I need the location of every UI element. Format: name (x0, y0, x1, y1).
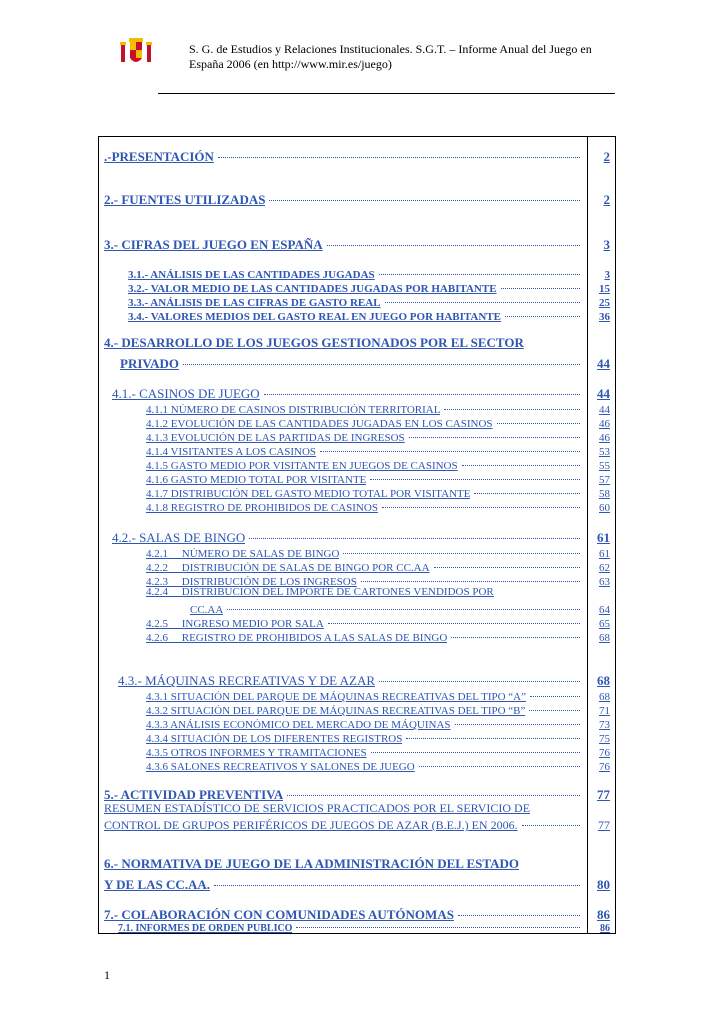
toc-entry-page: 68 (599, 632, 610, 645)
toc-entry-text: 3.4.- VALORES MEDIOS DEL GASTO REAL EN JUEGO POR HABITANTE (128, 311, 501, 324)
toc-entry-text: 4.3.6 SALONES RECREATIVOS Y SALONES DE JUEGO (146, 761, 415, 774)
toc-entry-text: PRIVADO (120, 356, 179, 372)
toc-entry-page: 58 (599, 488, 610, 501)
toc-entry-page: 62 (599, 562, 610, 575)
spain-coat-of-arms-icon (118, 36, 154, 68)
toc-entry-text: 4.2.6 REGISTRO DE PROHIBIDOS A LAS SALAS DE BINGO (146, 632, 448, 645)
toc-entry-page: 75 (599, 733, 610, 746)
toc-entry-page: 57 (599, 474, 610, 487)
toc-entry-page: 68 (597, 673, 610, 689)
toc-entry-text: 7.- COLABORACIÓN CON COMUNIDADES AUTÓNOMAS (104, 907, 454, 923)
toc-entry-cifras[interactable] (104, 234, 610, 253)
toc-entry-4-1-8[interactable] (146, 498, 610, 514)
toc-entry-page: 25 (599, 297, 610, 310)
toc-entry-desarrollo-cont[interactable] (120, 353, 610, 372)
toc-entry-text: 4.1.5 GASTO MEDIO POR VISITANTE EN JUEGOS DE CASINOS (146, 460, 458, 473)
toc-entry-desarrollo[interactable] (104, 335, 610, 351)
toc-entry-text: 4.2.4 DISTRIBUCIÓN DEL IMPORTE DE CARTONES VENDIDOS POR (146, 586, 494, 598)
toc-entry-7-1[interactable] (118, 919, 610, 934)
toc-entry-page: 86 (600, 923, 610, 934)
toc-entry-page: 77 (597, 787, 610, 803)
toc-entry-page: 3 (604, 269, 610, 282)
toc-entry-text: 6.- NORMATIVA DE JUEGO DE LA ADMINISTRACIÓN DEL ESTADO (104, 856, 519, 871)
toc-entry-page: 60 (599, 502, 610, 515)
header-line-2: España 2006 (en http://www.mir.es/juego) (189, 57, 392, 71)
toc-entry-text: 4.2.5 INGRESO MEDIO POR SALA (146, 618, 324, 631)
toc-entry-page: 44 (599, 404, 610, 417)
toc-entry-page: 46 (599, 418, 610, 431)
toc-entry-text: 3.1.- ANÁLISIS DE LAS CANTIDADES JUGADAS (128, 269, 375, 282)
toc-entry-text: 4.2.- SALAS DE BINGO (112, 530, 246, 546)
toc-entry-4-3-6[interactable] (146, 757, 610, 773)
toc-entry-text: CC.AA (190, 604, 224, 617)
toc-entry-text: 7.1. INFORMES DE ORDEN PÚBLICO (118, 923, 293, 934)
toc-entry-text: 3.2.- VALOR MEDIO DE LAS CANTIDADES JUGADAS POR HABITANTE (128, 283, 497, 296)
toc-entry-page: 44 (597, 356, 610, 372)
toc-entry-text: 4.2.2 DISTRIBUCIÓN DE SALAS DE BINGO POR CC.AA (146, 562, 430, 575)
toc-entry-text: 4.1.6 GASTO MEDIO TOTAL POR VISITANTE (146, 474, 367, 487)
toc-entry-page: 3 (603, 237, 610, 253)
toc-entry-text: Y DE LAS CC.AA. (104, 877, 211, 893)
toc-entry-page: 44 (597, 386, 610, 402)
toc-entry-page: 36 (599, 311, 610, 324)
toc-entry-page: 86 (597, 907, 610, 923)
toc-entry-4-2-6[interactable] (146, 628, 610, 644)
toc-entry-fuentes[interactable] (104, 189, 610, 208)
toc-entry-page: 61 (597, 530, 610, 546)
toc-entry-text: 4.3.3 ANÁLISIS ECONÓMICO DEL MERCADO DE MÁQUINAS (146, 719, 451, 732)
toc-entry-text: 4.3.5 OTROS INFORMES Y TRAMITACIONES (146, 747, 367, 760)
toc-entry-text: 4.1.3 EVOLUCIÓN DE LAS PARTIDAS DE INGRESOS (146, 432, 405, 445)
toc-entry-text: RESUMEN ESTADÍSTICO DE SERVICIOS PRACTICADOS POR EL SERVICIO DE (104, 801, 531, 815)
toc-entry-text: 4.3.1 SITUACIÓN DEL PARQUE DE MÁQUINAS RECREATIVAS DEL TIPO “A” (146, 691, 527, 704)
toc-entry-text: 4.2.3 DISTRIBUCIÓN DE LOS INGRESOS (146, 576, 357, 589)
toc-entry-page: 46 (599, 432, 610, 445)
toc-entry-page: 61 (599, 548, 610, 561)
toc-entry-text: 4.3.2 SITUACIÓN DEL PARQUE DE MÁQUINAS RECREATIVAS DEL TIPO “B” (146, 705, 526, 718)
toc-entry-page: 77 (598, 818, 610, 833)
toc-entry-page: 55 (599, 460, 610, 473)
toc-entry-page: 53 (599, 446, 610, 459)
toc-entry-text: 4.3.4 SITUACIÓN DE LOS DIFERENTES REGISTROS (146, 733, 403, 746)
toc-entry-page: 15 (599, 283, 610, 296)
toc-entry-text: 4.1.1 NÚMERO DE CASINOS DISTRIBUCIÓN TERRITORIAL (146, 404, 441, 417)
toc-entry-page: 76 (599, 761, 610, 774)
header-line-1: S. G. de Estudios y Relaciones Institucionales. S.G.T. – Informe Anual del Juego en (189, 42, 592, 56)
toc-entry-page: 73 (599, 719, 610, 732)
toc-entry-text: 4.- DESARROLLO DE LOS JUEGOS GESTIONADOS POR EL SECTOR (104, 335, 524, 350)
toc-entry-text: 4.1.8 REGISTRO DE PROHIBIDOS DE CASINOS (146, 502, 378, 515)
toc-entry-normativa-cont[interactable] (104, 874, 610, 893)
toc-entry-page: 68 (599, 691, 610, 704)
toc-entry-3-4[interactable] (128, 307, 610, 323)
toc-entry-text: .-PRESENTACIÓN (104, 149, 214, 165)
toc-entry-text: 2.- FUENTES UTILIZADAS (104, 192, 266, 208)
toc-entry-text: 4.1.4 VISITANTES A LOS CASINOS (146, 446, 317, 459)
toc-entry-page: 80 (597, 877, 610, 893)
toc-entry-text: 4.1.7 DISTRIBUCIÓN DEL GASTO MEDIO TOTAL POR VISITANTE (146, 488, 471, 501)
toc-entry-text: 4.1.- CASINOS DE JUEGO (112, 386, 260, 402)
toc-entry-text: CONTROL DE GRUPOS PERIFÉRICOS DE JUEGOS DE AZAR (B.E.J.) EN 2006. (104, 818, 518, 833)
toc-entry-text: 5.- ACTIVIDAD PREVENTIVA (104, 787, 284, 803)
toc-entry-page: 2 (603, 149, 610, 165)
toc-entry-page: 63 (599, 576, 610, 589)
toc-entry-text: 3.3.- ANÁLISIS DE LAS CIFRAS DE GASTO REAL (128, 297, 381, 310)
toc-entry-page: 2 (603, 192, 610, 208)
document-header (189, 42, 629, 72)
header-rule (158, 93, 615, 94)
page-number: 1 (104, 968, 110, 982)
toc-entry-page: 64 (599, 604, 610, 617)
toc-entry-normativa[interactable] (104, 856, 610, 872)
toc-entry-text: 3.- CIFRAS DEL JUEGO EN ESPAÑA (104, 237, 323, 253)
toc-entry-presentacion[interactable] (104, 146, 610, 165)
toc-entry-page: 71 (599, 705, 610, 718)
toc-entry-page: 65 (599, 618, 610, 631)
toc-entry-text: 4.2.1 NÚMERO DE SALAS DE BINGO (146, 548, 340, 561)
toc-entry-text: 4.3.- MÁQUINAS RECREATIVAS Y DE AZAR (118, 673, 376, 689)
toc-entry-page: 76 (599, 747, 610, 760)
toc-entry-text: 4.1.2 EVOLUCIÓN DE LAS CANTIDADES JUGADAS EN LOS CASINOS (146, 418, 493, 431)
toc-entry-resumen-cont[interactable] (104, 815, 610, 833)
